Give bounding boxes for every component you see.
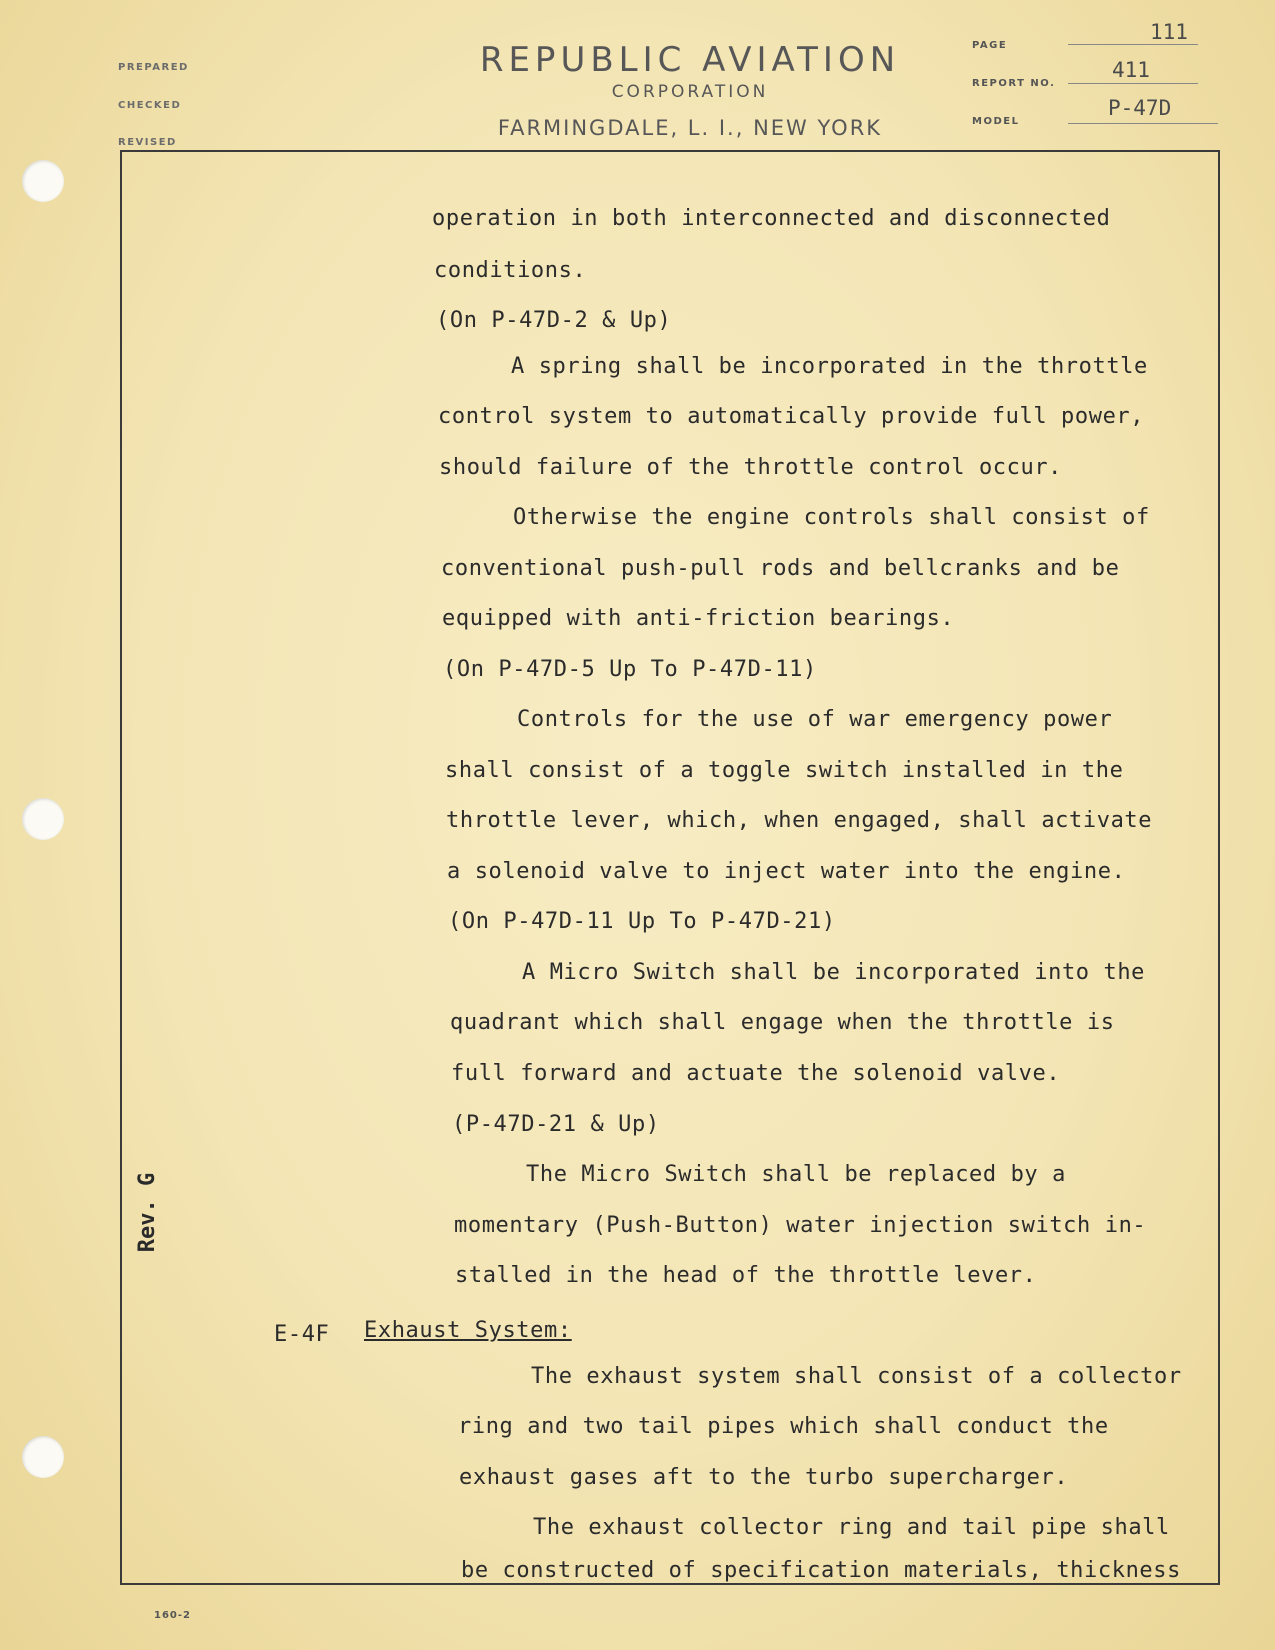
section-line: be constructed of specification materials, thickness (461, 1558, 1181, 1583)
page-label: PAGE (972, 40, 1008, 51)
report-value: 411 (1112, 58, 1150, 82)
body-line: control system to automatically provide full power, (438, 404, 1145, 429)
body-line: throttle lever, which, when engaged, shall activate (446, 808, 1153, 833)
report-label: REPORT NO. (972, 78, 1056, 89)
body-line: full forward and actuate the solenoid valve. (451, 1061, 1061, 1086)
body-line: A Micro Switch shall be incorporated into the (522, 960, 1146, 985)
company-sub: CORPORATION (611, 82, 769, 102)
page-value: 111 (1150, 20, 1188, 44)
model-value: P-47D (1108, 96, 1172, 120)
model-line (1068, 123, 1218, 124)
revised-label: REVISED (118, 137, 177, 148)
body-line: (On P-47D-2 & Up) (436, 308, 672, 333)
company-header (460, 40, 920, 140)
company-location: FARMINGDALE, L. I., NEW YORK (497, 116, 883, 140)
section-line: ring and two tail pipes which shall conduct the (458, 1414, 1109, 1439)
body-line: equipped with anti-friction bearings. (442, 606, 955, 631)
body-line: (On P-47D-11 Up To P-47D-21) (448, 909, 836, 934)
body-line: momentary (Push-Button) water injection switch in- (454, 1213, 1147, 1238)
body-line: conditions. (434, 258, 587, 283)
body-line: conventional push-pull rods and bellcranks and be (441, 556, 1120, 581)
checked-label: CHECKED (118, 100, 182, 111)
model-label: MODEL (972, 116, 1020, 127)
body-line: quadrant which shall engage when the throttle is (450, 1010, 1115, 1035)
prepared-label: PREPARED (118, 62, 189, 73)
body-line: shall consist of a toggle switch installed in the (445, 758, 1124, 783)
body-line: Controls for the use of war emergency power (517, 707, 1113, 732)
punch-hole-bottom (22, 1436, 64, 1478)
body-line: (P-47D-21 & Up) (452, 1112, 660, 1137)
body-line: A spring shall be incorporated in the throttle (511, 354, 1148, 379)
section-title: Exhaust System: (364, 1318, 572, 1343)
section-line: The exhaust collector ring and tail pipe shall (533, 1515, 1170, 1540)
revision-note: Rev. G (135, 1172, 161, 1253)
body-line: stalled in the head of the throttle lever. (455, 1263, 1037, 1288)
report-line (1068, 83, 1198, 84)
body-line: should failure of the throttle control occur. (439, 455, 1063, 480)
body-line: a solenoid valve to inject water into the engine. (447, 859, 1126, 884)
body-line: (On P-47D-5 Up To P-47D-11) (443, 657, 817, 682)
punch-hole-middle (22, 798, 64, 840)
body-line: Otherwise the engine controls shall consist of (513, 505, 1150, 530)
section-line: exhaust gases aft to the turbo supercharger. (459, 1465, 1069, 1490)
section-line: The exhaust system shall consist of a collector (531, 1364, 1182, 1389)
form-number: 160-2 (154, 1610, 191, 1621)
section-number: E-4F (274, 1322, 330, 1347)
body-line: operation in both interconnected and disconnected (432, 206, 1111, 231)
page-line (1068, 44, 1198, 45)
punch-hole-top (22, 160, 64, 202)
body-line: The Micro Switch shall be replaced by a (526, 1162, 1066, 1187)
company-name: REPUBLIC AVIATION (479, 40, 901, 80)
